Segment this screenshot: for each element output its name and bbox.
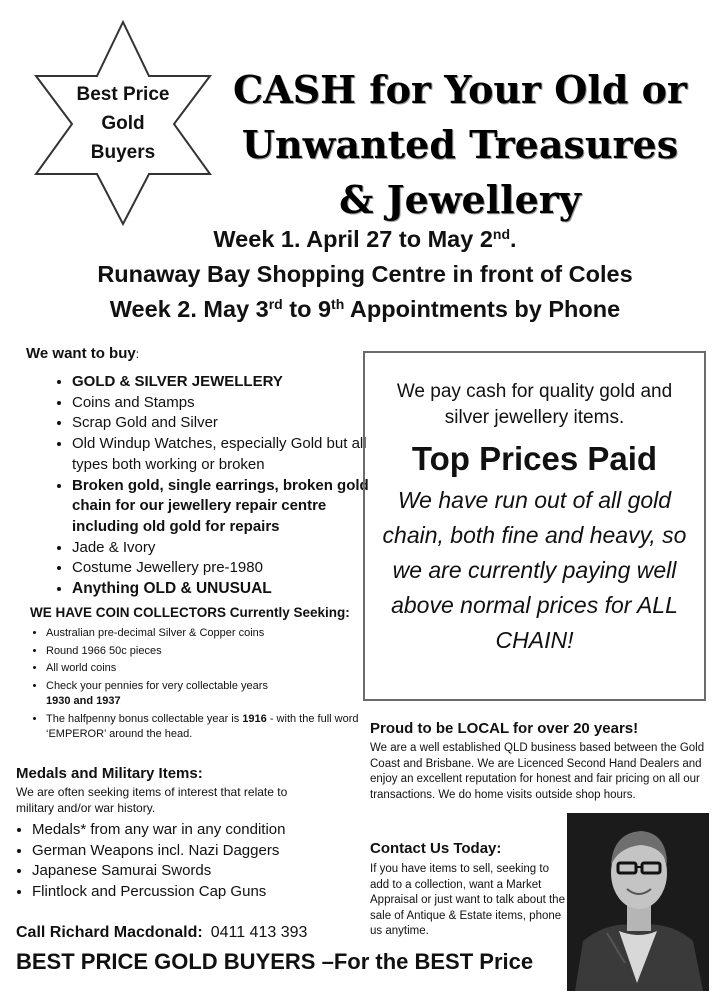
local-text: We are a well established QLD business based between the Gold Coast and Brisbane. We are Licenced Second Hand Dealers and enjoy an excellent reputation for honest and fair pricing on all our transactions. We do home visits outside shop hours. bbox=[370, 742, 705, 801]
tagline: BEST PRICE GOLD BUYERS –For the BEST Price bbox=[16, 949, 534, 974]
contact-text: If you have items to sell, seeking to add to a collection, want a Market Appraisal or just want to talk about the sale of Antique & Estate items, phone us anytime. bbox=[370, 863, 565, 937]
badge-line-2: Gold bbox=[101, 113, 145, 134]
person-photo-icon bbox=[567, 813, 709, 991]
box-body: We have run out of all gold chain, both fine and heavy, so we are currently paying well above normal prices for ALL CHAIN! bbox=[382, 487, 687, 653]
list-item: • Jade & Ivory bbox=[72, 538, 372, 559]
list-item: • Flintlock and Percussion Cap Guns bbox=[32, 882, 372, 903]
call-line bbox=[16, 924, 307, 942]
list-item: • Check your pennies for very collectable years 1930 and 1937 bbox=[46, 679, 376, 710]
list-item: • German Weapons incl. Nazi Daggers bbox=[32, 841, 372, 862]
list-item: • Coins and Stamps bbox=[72, 393, 372, 414]
medals-intro: We are often seeking items of interest that relate to military and/or war history. bbox=[16, 785, 288, 815]
list-item: • Round 1966 50c pieces bbox=[46, 644, 376, 660]
list-item: • Medals* from any war in any condition bbox=[32, 820, 372, 841]
portrait-photo bbox=[567, 813, 709, 991]
want-to-buy-list bbox=[52, 372, 372, 600]
list-item: • Old Windup Watches, especially Gold but all types both working or broken bbox=[72, 434, 372, 475]
week-1-line: Week 1. April 27 to May 2nd. bbox=[213, 226, 517, 252]
list-item: • Costume Jewellery pre-1980 bbox=[72, 558, 372, 579]
medals-heading: Medals and Military Items: bbox=[16, 765, 203, 782]
list-item: • Anything OLD & UNUSUAL bbox=[72, 579, 372, 600]
box-intro: We pay cash for quality gold and silver jewellery items. bbox=[396, 381, 673, 428]
pennies-years: 1930 and 1937 bbox=[46, 695, 121, 707]
badge-line-3: Buyers bbox=[90, 142, 156, 163]
headline-line-1: CASH for Your Old or bbox=[233, 67, 687, 112]
coin-list bbox=[30, 626, 376, 745]
phone-number: 0411 413 393 bbox=[210, 924, 308, 941]
local-heading: Proud to be LOCAL for over 20 years! bbox=[370, 720, 639, 737]
headline-line-3: & Jewellery bbox=[339, 177, 581, 222]
headline bbox=[205, 62, 715, 227]
halfpenny-year: 1916 bbox=[242, 712, 267, 725]
schedule bbox=[20, 222, 710, 327]
badge-text bbox=[58, 80, 188, 167]
list-item: • The halfpenny bonus collectable year is 1916 - with the full word ‘EMPEROR’ around the head. bbox=[46, 712, 376, 743]
list-item: • All world coins bbox=[46, 661, 376, 677]
headline-line-2: Unwanted Treasures bbox=[241, 122, 679, 167]
badge-line-1: Best Price bbox=[76, 84, 170, 105]
list-item: • Broken gold, single earrings, broken gold chain for our jewellery repair centre including old gold for repairs bbox=[72, 476, 372, 538]
list-item: • Japanese Samurai Swords bbox=[32, 861, 372, 882]
medals-list bbox=[14, 820, 372, 903]
list-item: • GOLD & SILVER JEWELLERY bbox=[72, 372, 372, 393]
contact-heading: Contact Us Today: bbox=[370, 840, 502, 857]
call-label: Call Richard Macdonald: bbox=[16, 924, 203, 941]
week-2-line: Week 2. May 3rd to 9th Appointments by Phone bbox=[109, 296, 621, 322]
coin-collectors-heading: WE HAVE COIN COLLECTORS Currently Seeking: bbox=[30, 605, 350, 620]
venue-line: Runaway Bay Shopping Centre in front of Coles bbox=[97, 261, 633, 287]
top-prices-box bbox=[363, 351, 706, 701]
list-item: • Australian pre-decimal Silver & Copper coins bbox=[46, 626, 376, 642]
list-item: • Scrap Gold and Silver bbox=[72, 413, 372, 434]
want-to-buy-heading: We want to buy: bbox=[26, 345, 140, 362]
box-title: Top Prices Paid bbox=[411, 440, 658, 477]
